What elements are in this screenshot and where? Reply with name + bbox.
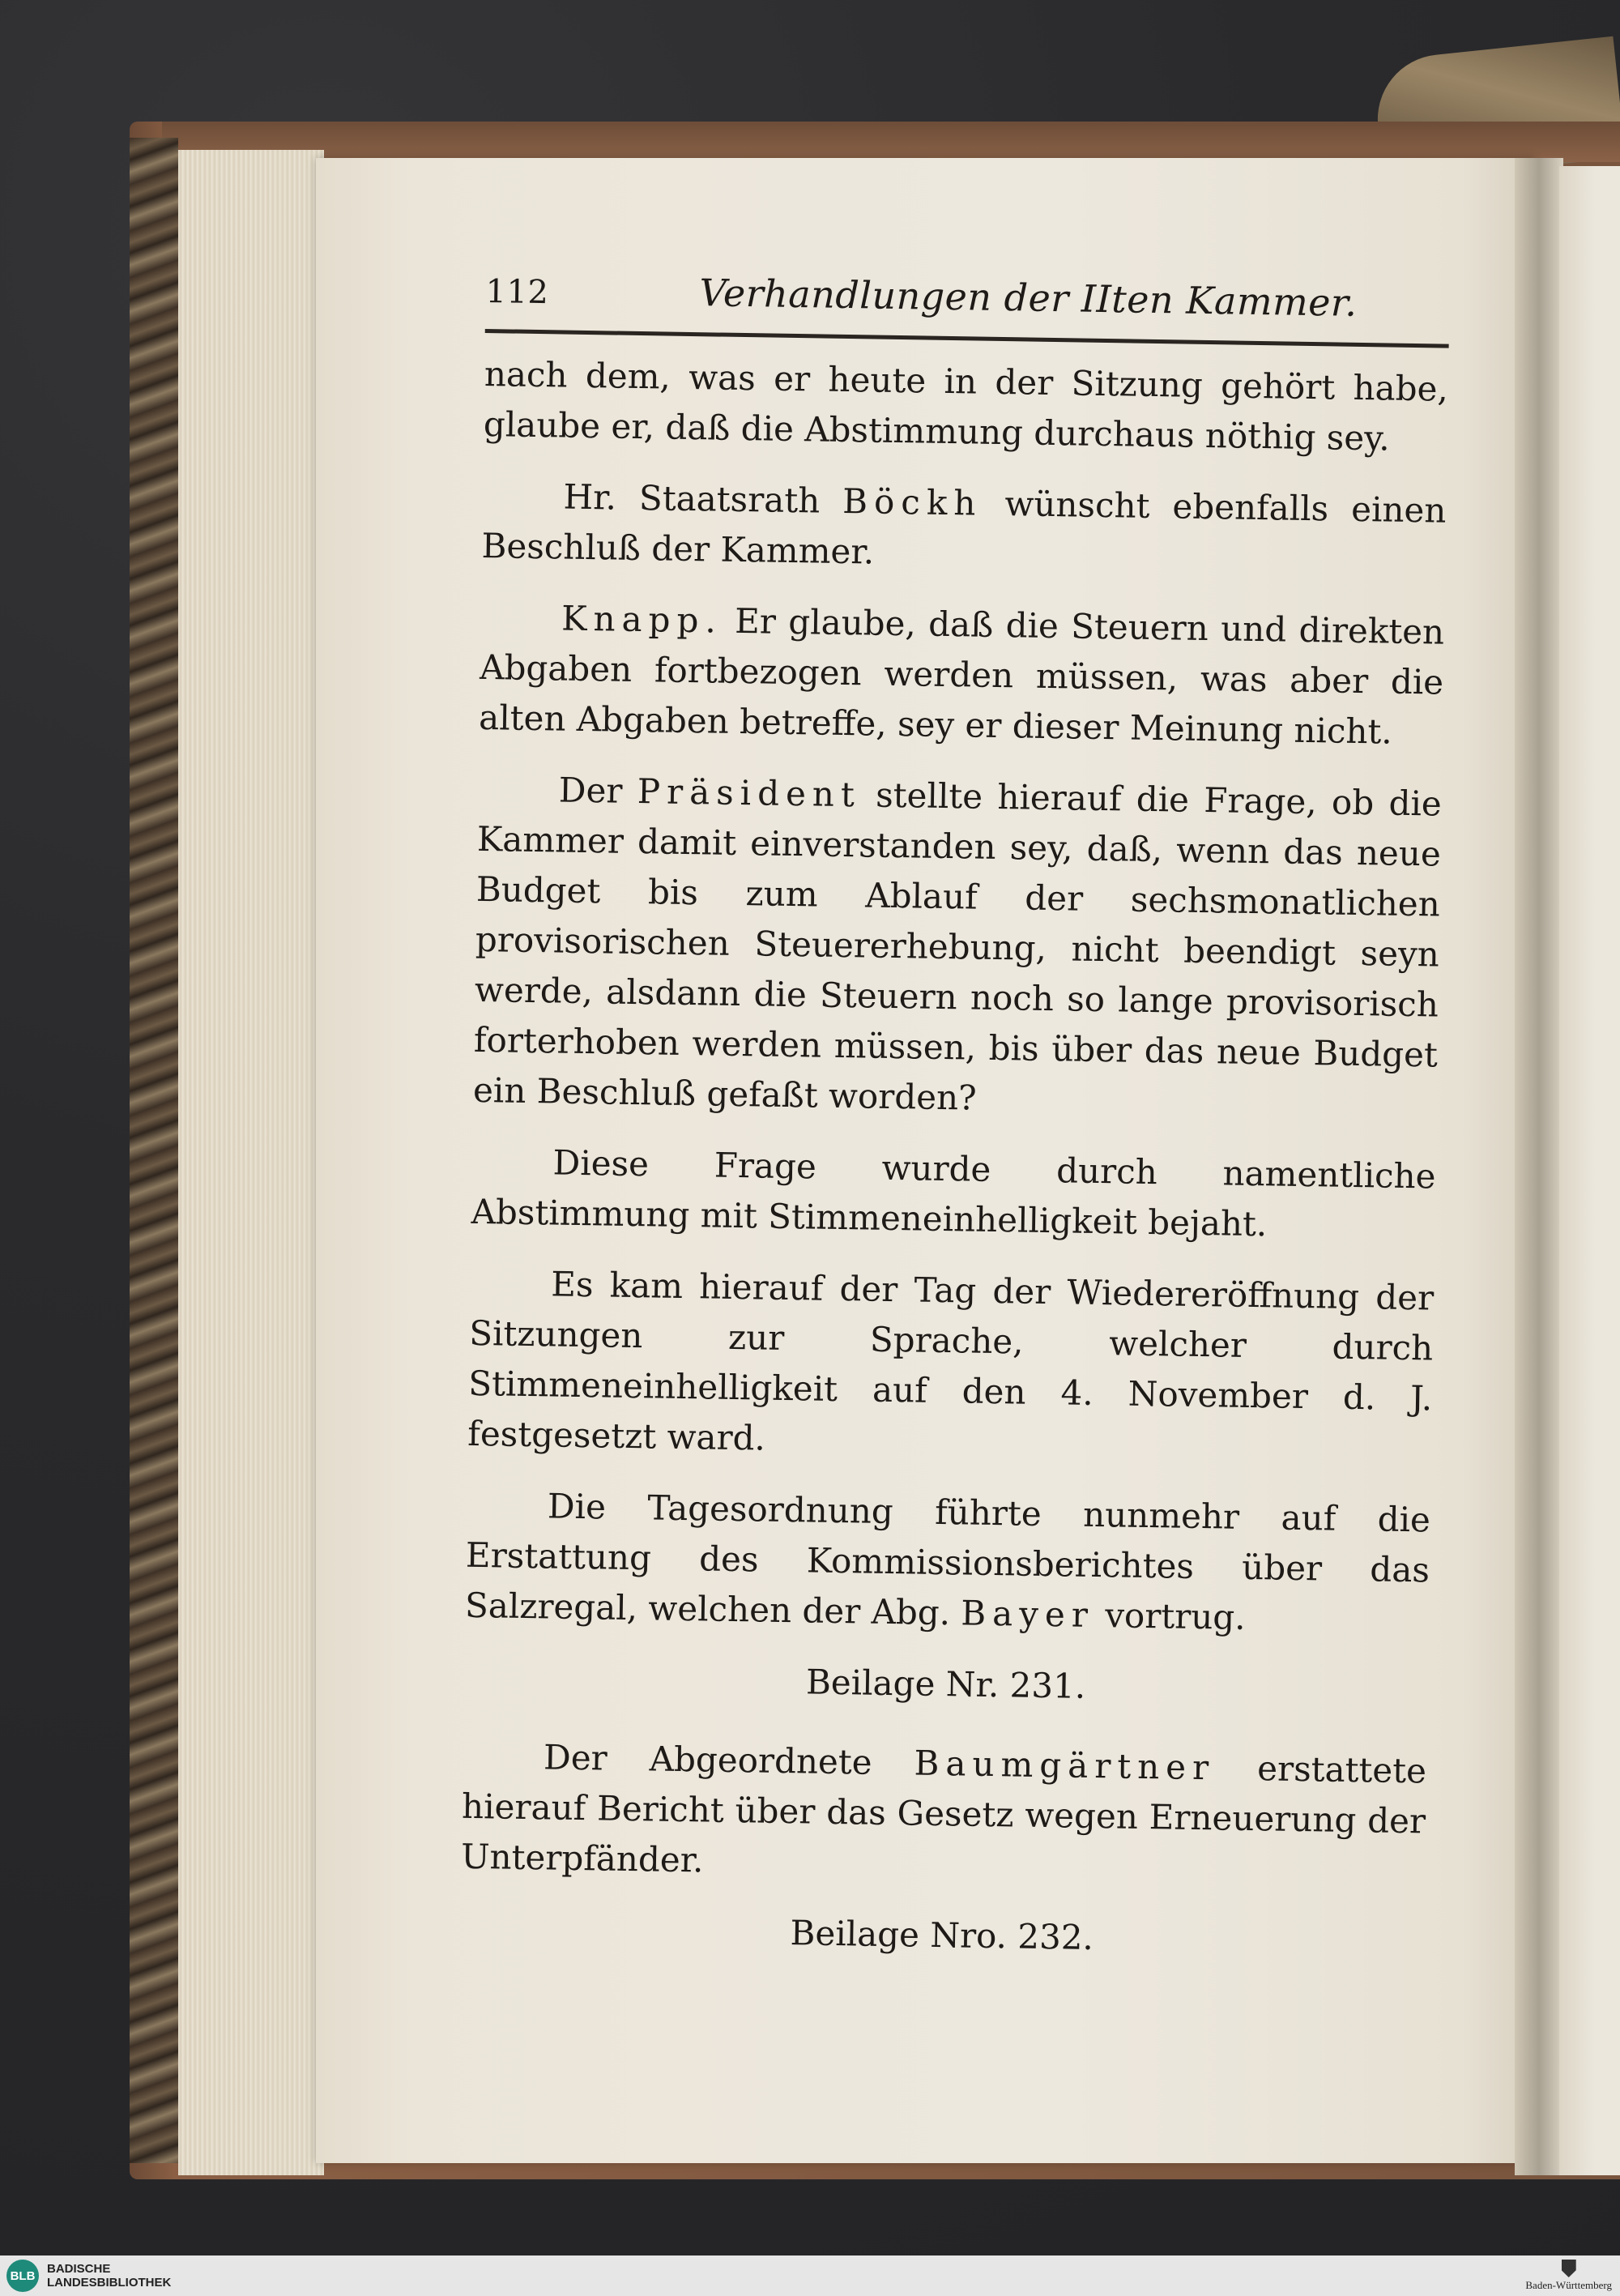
paragraph-agenda — [465, 1480, 1431, 1646]
speaker-name: Baumgärtner — [914, 1743, 1216, 1788]
paragraph-lead: Der Abgeordnete — [543, 1737, 915, 1783]
paragraph-praesident — [473, 764, 1443, 1131]
page-stack-edge — [178, 150, 324, 2175]
paragraph-lead: Der — [558, 770, 638, 812]
speaker-name: Böckh — [842, 480, 983, 523]
paragraph-knapp — [479, 592, 1445, 758]
speaker-name: Knapp. — [561, 598, 723, 641]
blb-logo-icon: BLB — [6, 2260, 39, 2292]
library-name-line2: LANDESBIBLIOTHEK — [47, 2276, 172, 2290]
speaker-name: Präsident — [637, 771, 862, 815]
beilage-reference-231: Beilage Nr. 231. — [805, 1662, 1086, 1706]
paragraph-continuation: nach dem, was er heute in der Sitzung gehört habe, glaube er, daß die Abstimmung durchaus nöthig sey. — [483, 353, 1449, 459]
page-number: 112 — [485, 272, 549, 312]
viewer-footer — [0, 2255, 1620, 2296]
paragraph-vote: Diese Frage wurde durch namentliche Abstimmung mit Stimmeneinhelligkeit bejaht. — [471, 1142, 1436, 1244]
library-name-line1: BADISCHE — [47, 2262, 111, 2276]
paragraph-rest: erstattete hierauf Bericht über das Gesetz wegen Erneuerung der Unterpfänder. — [460, 1748, 1427, 1880]
page-text-block — [459, 267, 1450, 1997]
library-branding[interactable] — [0, 2260, 171, 2292]
paragraph-rest: vortrug. — [1094, 1595, 1246, 1637]
page-gutter — [1515, 158, 1563, 2175]
state-branding[interactable] — [1525, 2260, 1620, 2292]
paragraph-rest: stellte hierauf die Frage, ob die Kammer damit einverstanden sey, daß, wenn das neue Budget bis zum Ablauf der sechsmonatlichen provisorischen Steuererhebung, nicht beendigt seyn werde, alsdann die Steuern noch so lange provisorisch forterhoben werden müssen, bis über das neue Budget ein Beschluß gefaßt worden? — [472, 775, 1443, 1118]
paragraph-boeckh — [481, 471, 1447, 587]
paragraph-reopening: Es kam hierauf der Tag der Wiedereröffnung der Sitzungen zur Sprache, welcher durch Stimmeneinhelligkeit auf den 4. November d. J. festgesetzt ward. — [467, 1264, 1435, 1458]
paragraph-rest: Er glaube, daß die Steuern und direkten Abgaben fortbezogen werden müssen, was aber die alten Abgaben betreffe, sey er dieser Meinung nicht. — [478, 600, 1445, 752]
library-name — [47, 2262, 171, 2290]
marbled-endpaper — [130, 138, 178, 2163]
running-head-title: Verhandlungen der IIten Kammer. — [699, 271, 1358, 325]
crest-icon — [1562, 2260, 1576, 2277]
cover-top-edge — [162, 122, 1620, 162]
paragraph-lead: Hr. Staatsrath — [563, 476, 843, 521]
speaker-name: Bayer — [961, 1593, 1095, 1635]
paragraph-lead: Die Tagesordnung führte nunmehr auf die Erstattung des Kommissionsberichtes über das Salzregal, welchen der Abg. — [464, 1486, 1431, 1633]
crest-label: Baden-Württemberg — [1525, 2279, 1612, 2291]
paragraph-baumgaertner — [461, 1731, 1427, 1897]
paragraph-rest: wünscht ebenfalls einen Beschluß der Kammer. — [481, 483, 1447, 572]
beilage-reference-232: Beilage Nro. 232. — [790, 1913, 1094, 1958]
facing-page-edge — [1559, 166, 1620, 2175]
